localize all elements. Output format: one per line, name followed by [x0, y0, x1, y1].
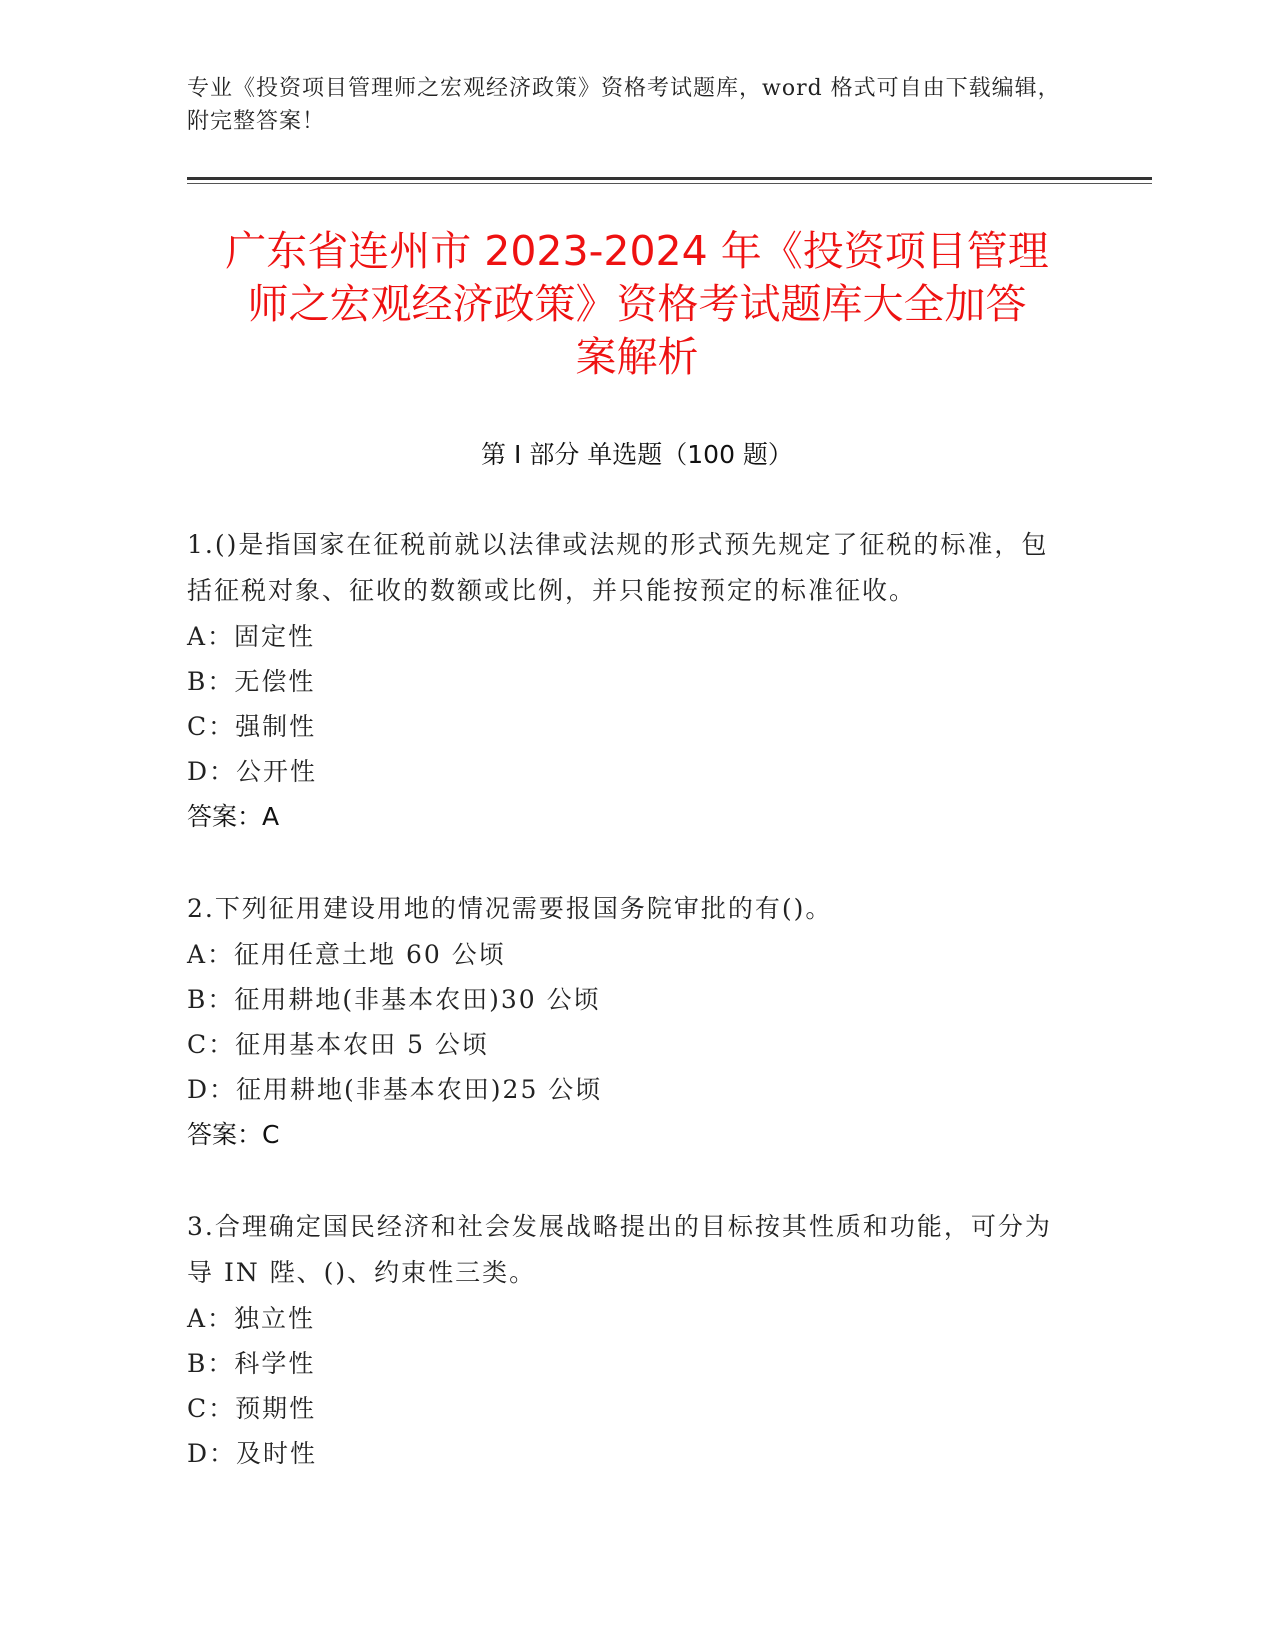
header-rule-thick [187, 177, 1152, 180]
section-title: 第 I 部分 单选题（100 题） [481, 440, 793, 469]
header-note: 专业《投资项目管理师之宏观经济政策》资格考试题库，word 格式可自由下载编辑，附完整答案！ [187, 76, 1061, 134]
question-block [187, 886, 1067, 1158]
question-block [187, 1204, 1067, 1476]
question-option: A：征用任意土地 60 公顷 [187, 940, 506, 969]
question-option: B：科学性 [187, 1349, 316, 1378]
question-option: C：预期性 [187, 1394, 317, 1423]
question-option: B：无偿性 [187, 667, 316, 696]
question-option: D：公开性 [187, 757, 318, 786]
question-option: A：独立性 [187, 1304, 316, 1333]
document-title-line: 广东省连州市 2023-2024 年《投资项目管理 [225, 227, 1049, 275]
question-option: C：征用基本农田 5 公顷 [187, 1030, 489, 1059]
question-stem: 2.下列征用建设用地的情况需要报国务院审批的有()。 [187, 894, 833, 923]
question-block [187, 522, 1067, 840]
document-title-line: 师之宏观经济政策》资格考试题库大全加答 [247, 280, 1027, 328]
question-option: D：征用耕地(非基本农田)25 公顷 [187, 1075, 603, 1104]
question-option: D：及时性 [187, 1439, 318, 1468]
question-option: B：征用耕地(非基本农田)30 公顷 [187, 985, 601, 1014]
question-option: C：强制性 [187, 712, 317, 741]
question-stem: 1.()是指国家在征税前就以法律或法规的形式预先规定了征税的标准，包括征税对象、征收的数额或比例，并只能按预定的标准征收。 [187, 530, 1049, 605]
document-title [187, 225, 1087, 384]
header-rule-thin [187, 183, 1152, 184]
document-title-line: 案解析 [575, 333, 699, 381]
question-answer: 答案：C [187, 1120, 280, 1149]
question-option: A：固定性 [187, 622, 316, 651]
question-answer: 答案：A [187, 802, 280, 831]
question-stem: 3.合理确定国民经济和社会发展战略提出的目标按其性质和功能，可分为导 IN 陛、()、约束性三类。 [187, 1212, 1052, 1287]
